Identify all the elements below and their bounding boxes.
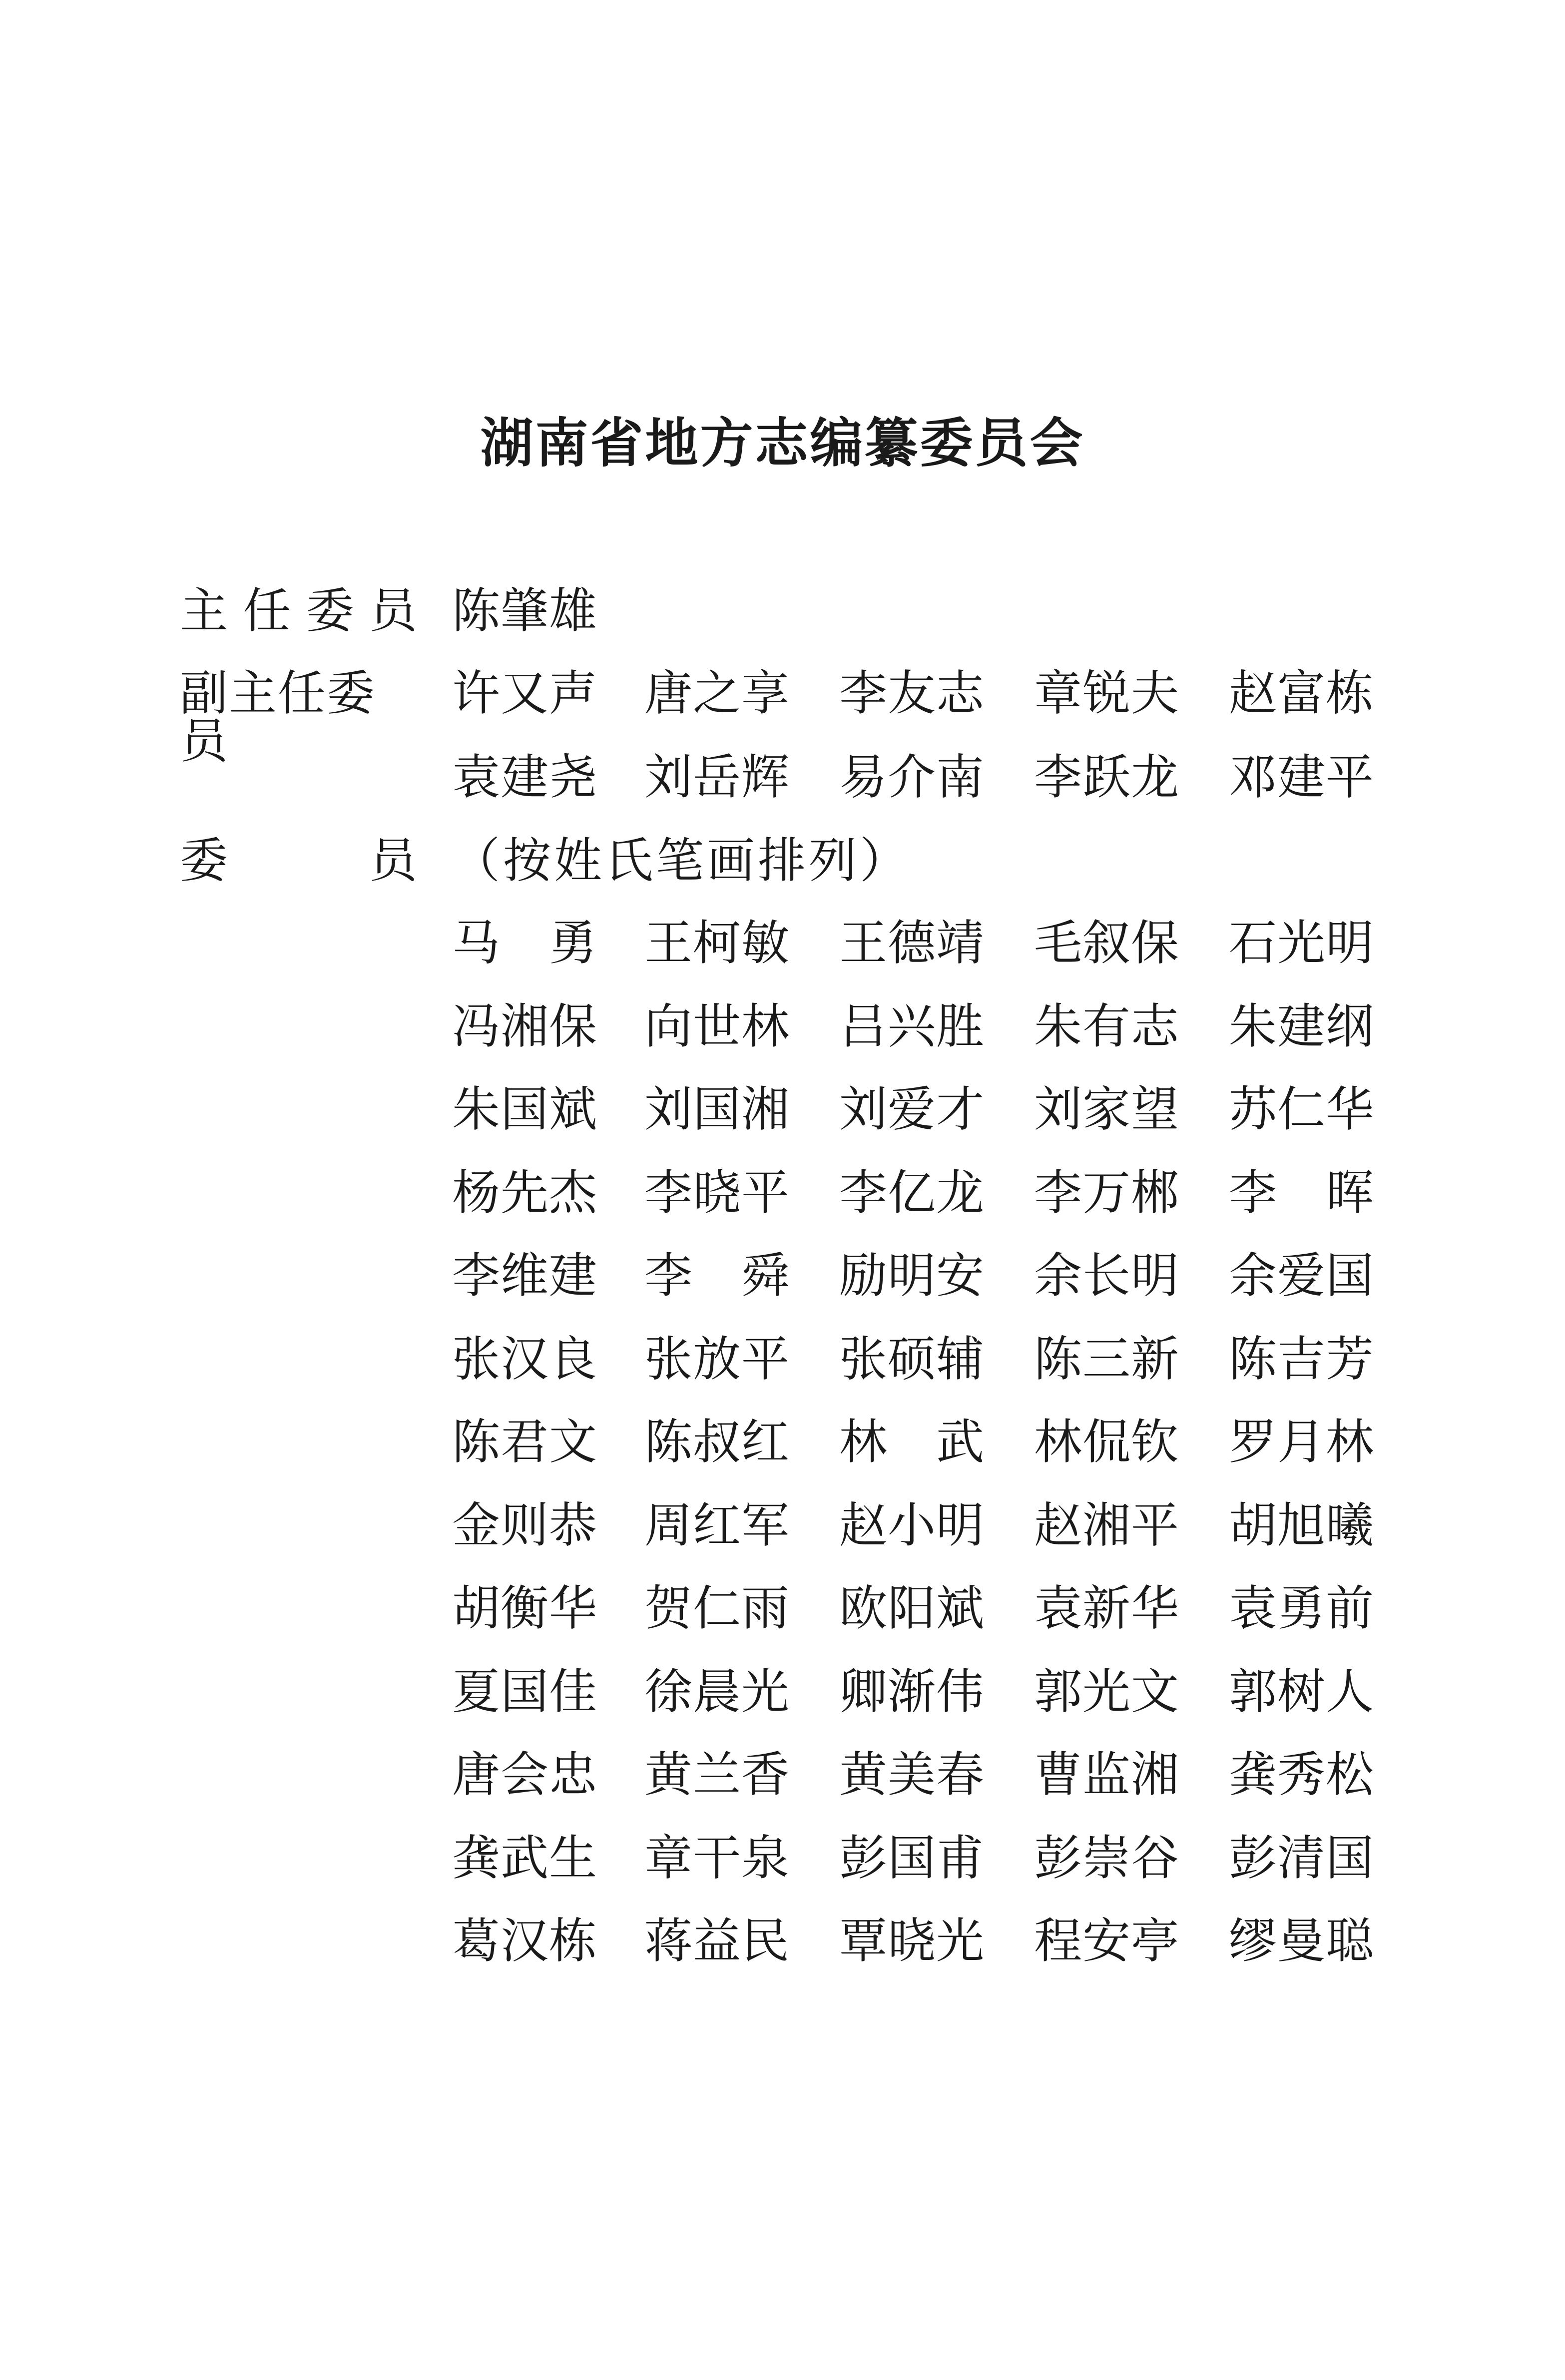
member-name: 向 世 林 — [644, 998, 789, 1054]
member-name: 胡 衡 华 — [452, 1580, 597, 1636]
member-name: 余 长 明 — [1034, 1248, 1179, 1304]
members-ordering-note: （按姓氏笔画排列） — [452, 833, 911, 889]
member-name: 卿 渐 伟 — [839, 1663, 984, 1720]
member-name: 金 则 恭 — [452, 1497, 597, 1553]
member-name: 袁 勇 前 — [1229, 1580, 1374, 1636]
member-name: 章 干 泉 — [644, 1830, 789, 1886]
member-name: 赵 湘 平 — [1034, 1497, 1179, 1553]
deputy-director-name: 唐 之 享 — [644, 665, 789, 721]
member-name: 张 放 平 — [644, 1331, 789, 1387]
deputy-director-name: 赵 富 栋 — [1229, 665, 1374, 721]
member-name: 覃 晓 光 — [839, 1913, 984, 1969]
member-name: 彭 清 国 — [1229, 1830, 1374, 1886]
deputy-director-name: 李 跃 龙 — [1034, 749, 1179, 805]
member-name: 苏 仁 华 — [1229, 1081, 1374, 1137]
member-name: 王 德 靖 — [839, 915, 984, 971]
member-name: 黄 兰 香 — [644, 1747, 789, 1803]
director-name: 陈 肇 雄 — [452, 583, 597, 639]
member-name: 蒋 益 民 — [644, 1913, 789, 1969]
member-name: 马 勇 — [452, 915, 597, 971]
member-name: 张 汉 良 — [452, 1331, 597, 1387]
page-title: 湖南省地方志编纂委员会 — [480, 413, 1085, 474]
member-name: 毛 叙 保 — [1034, 915, 1179, 971]
member-name: 石 光 明 — [1229, 915, 1374, 971]
members-label: 委 员 — [180, 833, 417, 889]
director-label: 主 任 委 员 — [180, 583, 417, 639]
member-name: 葛 汉 栋 — [452, 1913, 597, 1969]
member-name: 郭 树 人 — [1229, 1663, 1374, 1720]
member-name: 缪 曼 聪 — [1229, 1913, 1374, 1969]
member-name: 朱 有 志 — [1034, 998, 1179, 1054]
member-name: 彭 国 甫 — [839, 1830, 984, 1886]
member-name: 刘 国 湘 — [644, 1081, 789, 1137]
deputy-director-name: 邓 建 平 — [1229, 749, 1374, 805]
member-name: 胡 旭 曦 — [1229, 1497, 1374, 1553]
member-name: 罗 月 林 — [1229, 1414, 1374, 1470]
deputy-director-label: 副主任委员 — [180, 665, 376, 769]
deputy-director-name: 袁 建 尧 — [452, 749, 597, 805]
member-name: 贺 仁 雨 — [644, 1580, 789, 1636]
member-name: 黄 美 春 — [839, 1747, 984, 1803]
member-name: 励 明 安 — [839, 1248, 984, 1304]
member-name: 刘 家 望 — [1034, 1081, 1179, 1137]
member-name: 曹 监 湘 — [1034, 1747, 1179, 1803]
member-name: 朱 建 纲 — [1229, 998, 1374, 1054]
member-name: 周 红 军 — [644, 1497, 789, 1553]
member-name: 张 硕 辅 — [839, 1331, 984, 1387]
member-name: 冯 湘 保 — [452, 998, 597, 1054]
member-name: 林 侃 钦 — [1034, 1414, 1179, 1470]
member-name: 徐 晨 光 — [644, 1663, 789, 1720]
member-name: 陈 吉 芳 — [1229, 1331, 1374, 1387]
member-name: 欧 阳 斌 — [839, 1580, 984, 1636]
member-name: 陈 三 新 — [1034, 1331, 1179, 1387]
member-name: 李 晖 — [1229, 1164, 1374, 1221]
deputy-director-name: 易 介 南 — [839, 749, 984, 805]
member-name: 林 武 — [839, 1414, 984, 1470]
member-name: 刘 爱 才 — [839, 1081, 984, 1137]
member-name: 李 舜 — [644, 1248, 789, 1304]
member-name: 余 爱 国 — [1229, 1248, 1374, 1304]
member-name: 李 维 建 — [452, 1248, 597, 1304]
member-name: 唐 会 忠 — [452, 1747, 597, 1803]
member-name: 夏 国 佳 — [452, 1663, 597, 1720]
member-name: 龚 秀 松 — [1229, 1747, 1374, 1803]
member-name: 程 安 亭 — [1034, 1913, 1179, 1969]
member-name: 陈 叔 红 — [644, 1414, 789, 1470]
member-name: 赵 小 明 — [839, 1497, 984, 1553]
member-name: 王 柯 敏 — [644, 915, 789, 971]
member-name: 龚 武 生 — [452, 1830, 597, 1886]
deputy-director-name: 李 友 志 — [839, 665, 984, 721]
member-name: 李 晓 平 — [644, 1164, 789, 1221]
member-name: 吕 兴 胜 — [839, 998, 984, 1054]
member-name: 彭 崇 谷 — [1034, 1830, 1179, 1886]
deputy-director-name: 章 锐 夫 — [1034, 665, 1179, 721]
member-name: 杨 先 杰 — [452, 1164, 597, 1221]
member-name: 李 万 郴 — [1034, 1164, 1179, 1221]
deputy-director-name: 许 又 声 — [452, 665, 597, 721]
member-name: 陈 君 文 — [452, 1414, 597, 1470]
member-name: 李 亿 龙 — [839, 1164, 984, 1221]
member-name: 朱 国 斌 — [452, 1081, 597, 1137]
member-name: 袁 新 华 — [1034, 1580, 1179, 1636]
member-name: 郭 光 文 — [1034, 1663, 1179, 1720]
deputy-director-name: 刘 岳 辉 — [644, 749, 789, 805]
